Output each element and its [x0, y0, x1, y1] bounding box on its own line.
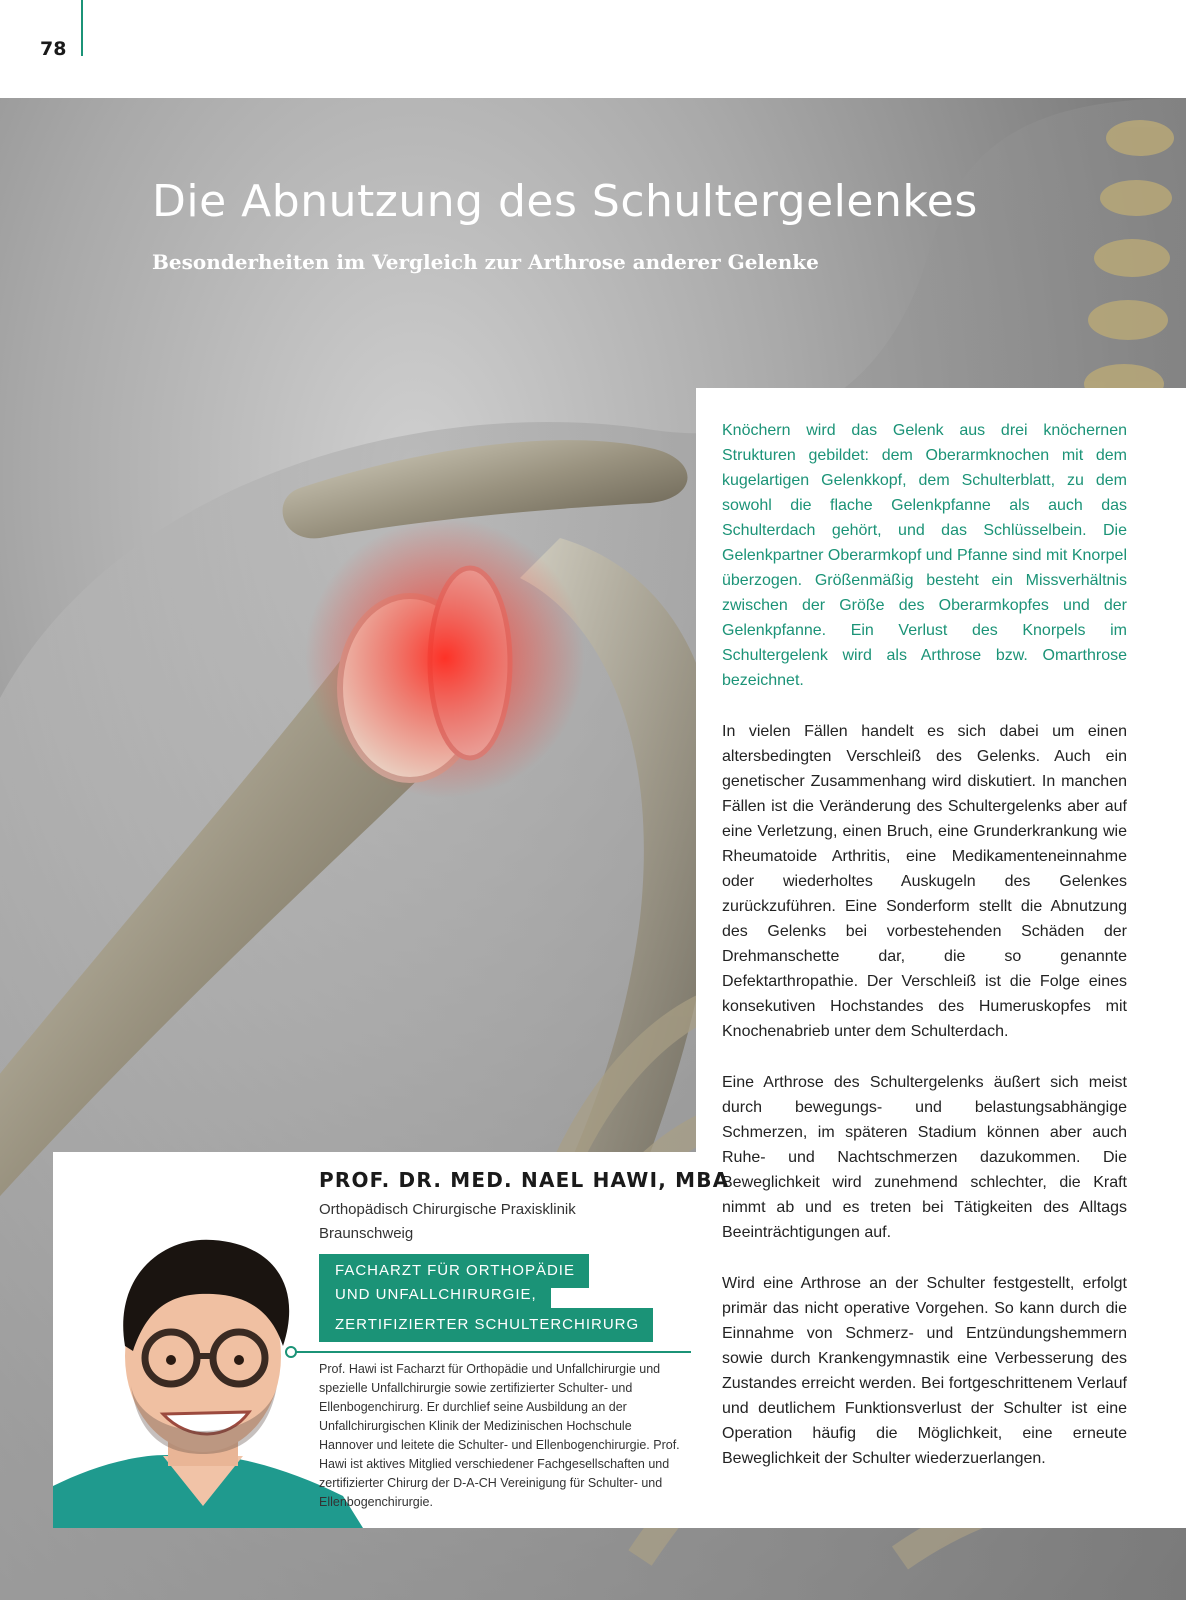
inflammation-glow: [305, 518, 585, 798]
author-name: PROF. DR. MED. NAEL HAWI, MBA: [319, 1168, 730, 1192]
article-subtitle: Besonderheiten im Vergleich zur Arthrose anderer Gelenke: [152, 250, 819, 274]
clinic-city: Braunschweig: [319, 1225, 414, 1242]
divider-dot-icon: [285, 1346, 297, 1358]
article-title: Die Abnutzung des Schultergelenkes: [152, 176, 978, 227]
author-divider: [291, 1351, 691, 1353]
author-clinic: [319, 1198, 576, 1246]
article-text-column: [696, 388, 1186, 1528]
clinic-name: Orthopädisch Chirurgische Praxisklinik: [319, 1201, 576, 1218]
author-box: [53, 1152, 730, 1528]
body-paragraph: Eine Arthrose des Schultergelenks äußert sich meist durch bewegungs- und belastungsabhängige Schmerzen, im späteren Stadium können aber auch Ruhe- und Nachtschmerzen dazukommen. Die Beweglichkeit wird zunehmend schlechter, die Kraft nimmt ab und es treten bei Tätigkeiten des Alltags Beeinträchtigungen auf.: [722, 1074, 1127, 1241]
author-photo: [53, 1236, 363, 1528]
page-rule: [81, 0, 83, 56]
specialty-badge-line: FACHARZT FÜR ORTHOPÄDIE: [319, 1254, 589, 1288]
lead-paragraph: Knöchern wird das Gelenk aus drei knöchernen Strukturen gebildet: dem Oberarmknochen mit dem kugelartigen Gelenkkopf, dem Schulterblatt, zu dem sowohl die flache Gelenkpfanne als auch das Schulterdach gehört, und das Schlüsselbein. Die Gelenkpartner Oberarmkopf und Pfanne sind mit Knorpel überzogen. Größenmäßig besteht ein Missverhältnis zwischen der Größe des Oberarmkopfes und der Gelenkpfanne. Ein Verlust des Knorpels im Schultergelenk wird als Arthrose bzw. Omarthrose bezeichnet.: [722, 422, 1127, 689]
body-paragraph: In vielen Fällen handelt es sich dabei um einen altersbedingten Verschleiß des Gelenks. Auch ein genetischer Zusammenhang wird diskutiert. In manchen Fällen ist die Veränderung des Schultergelenks aber auf eine Verletzung, einen Bruch, eine Grunderkrankung wie Rheumatoide Arthritis, eine Medikamenteneinnahme oder wiederholtes Auskugeln des Gelenkes zurückzuführen. Eine Sonderform stellt die Abnutzung des Gelenks bei vorbestehenden Schäden der Drehmanschette dar, die so genannte Defektarthropathie. Der Verschleiß ist die Folge eines konsekutiven Hochstandes des Humeruskopfes mit Knochenabrieb unter dem Schulterdach.: [722, 723, 1127, 1040]
page-number: 78: [40, 38, 67, 60]
specialty-badge-line: UND UNFALLCHIRURGIE,: [319, 1280, 551, 1310]
body-paragraph: Wird eine Arthrose an der Schulter festgestellt, erfolgt primär das nicht operative Vorgehen. So kann durch die Einnahme von Schmerz- und Entzündungshemmern sowie durch Krankengymnastik eine Verbesserung des Zustandes erreicht werden. Bei fortgeschrittenem Verlauf und deutlichem Funktionsverlust der Schulter ist eine Operation häufig die Möglichkeit, eine erneute Beweglichkeit der Schulter wiederzuerlangen.: [722, 1275, 1127, 1467]
author-bio: Prof. Hawi ist Facharzt für Orthopädie und Unfallchirurgie und spezielle Unfallchirurgie sowie zertifizierter Schulter- und Ellenbogenchirurg. Er durchlief seine Ausbildung an der Unfallchirurgischen Klinik der Medizinischen Hochschule Hannover und leitete die Schulter- und Ellenbogenchirurgie. Prof. Hawi ist aktives Mitglied verschiedener Fachgesellschaften und zertifizierter Chirurg der D-A-CH Vereinigung für Schulter- und Ellenbogenchirurgie.: [319, 1362, 680, 1509]
specialty-badge-line: ZERTIFIZIERTER SCHULTERCHIRURG: [319, 1308, 653, 1342]
